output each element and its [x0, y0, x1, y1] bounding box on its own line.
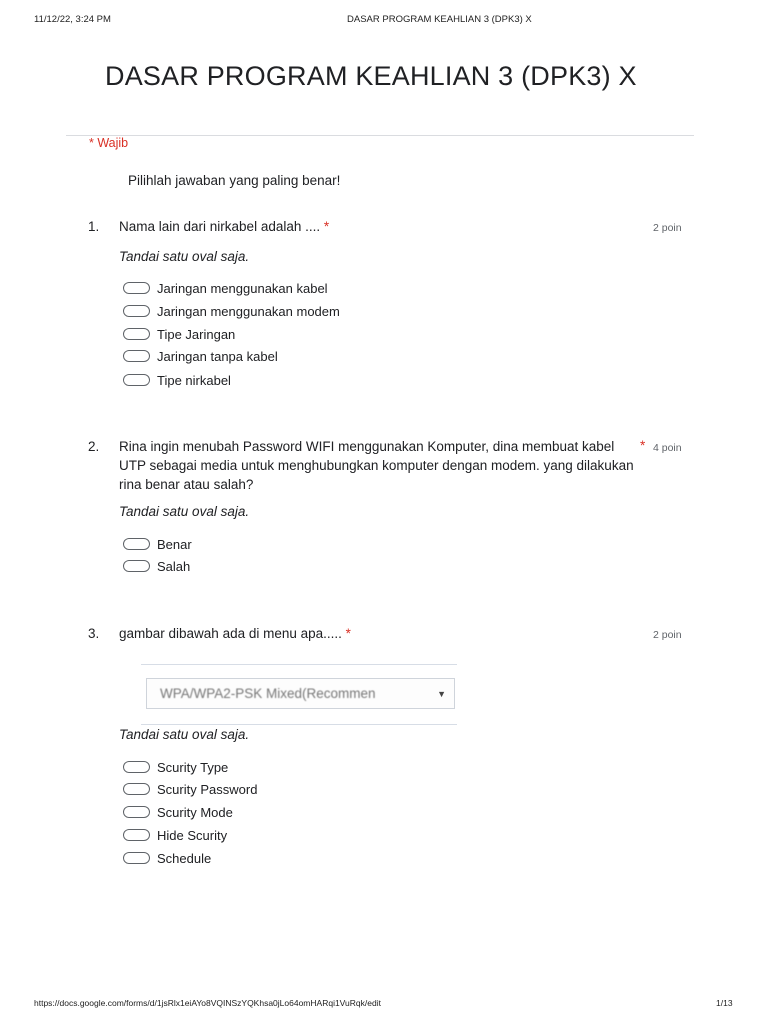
radio-oval[interactable] [123, 806, 150, 818]
radio-oval[interactable] [123, 328, 150, 340]
option-label: Salah [157, 558, 191, 574]
radio-oval[interactable] [123, 829, 150, 841]
radio-option[interactable] [123, 373, 231, 387]
radio-oval[interactable] [123, 852, 150, 864]
header-divider [66, 135, 694, 136]
radio-oval[interactable] [123, 305, 150, 317]
question-text [119, 624, 351, 643]
radio-option[interactable] [123, 349, 278, 363]
option-label: Scurity Type [157, 759, 229, 775]
radio-oval[interactable] [123, 761, 150, 773]
option-label: Scurity Mode [157, 804, 233, 820]
radio-oval[interactable] [123, 282, 150, 294]
question-text: Rina ingin menubah Password WIFI menggunakan Komputer, dina membuat kabel UTP sebagai media untuk menghubungkan komputer dengan modem. yang dilakukan rina benar atau salah? [119, 439, 634, 492]
radio-option[interactable] [123, 828, 227, 842]
required-star: * [640, 438, 646, 453]
question-image [141, 664, 457, 725]
print-datetime: 11/12/22, 3:24 PM [34, 14, 111, 25]
form-title: DASAR PROGRAM KEAHLIAN 3 (DPK3) X [105, 61, 637, 91]
question-instruction: Tandai satu oval saja. [119, 249, 250, 264]
image-top-line [141, 664, 457, 665]
option-label: Hide Scurity [157, 827, 228, 843]
question-points: 2 poin [653, 222, 682, 234]
option-label: Scurity Password [157, 781, 258, 797]
print-url: https://docs.google.com/forms/d/1jsRlx1eiAYo8VQINSzYQKhsa0jLo64omHARqi1VuRqk/edit [34, 998, 381, 1008]
question-points: 4 poin [653, 442, 682, 454]
question-instruction: Tandai satu oval saja. [119, 727, 250, 742]
radio-option[interactable] [123, 559, 190, 573]
option-label: Tipe nirkabel [157, 372, 231, 388]
option-label: Tipe Jaringan [157, 326, 236, 342]
radio-option[interactable] [123, 304, 340, 318]
question-number: 2. [88, 439, 100, 454]
option-label: Benar [157, 536, 192, 552]
radio-oval[interactable] [123, 560, 150, 572]
select-value: WPA/WPA2-PSK Mixed(Recommen [160, 686, 376, 701]
radio-option[interactable] [123, 281, 328, 295]
radio-oval[interactable] [123, 783, 150, 795]
radio-oval[interactable] [123, 350, 150, 362]
question-text-content: gambar dibawah ada di menu apa..... [119, 626, 342, 641]
required-note: * Wajib [89, 136, 129, 150]
question-text-content: Nama lain dari nirkabel adalah .... [119, 219, 321, 234]
radio-option[interactable] [123, 327, 235, 341]
radio-option[interactable] [123, 851, 211, 865]
question-number: 3. [88, 626, 100, 641]
print-page-number: 1/13 [716, 998, 733, 1008]
security-select-screenshot [146, 678, 455, 709]
question-points: 2 poin [653, 629, 682, 641]
option-label: Jaringan menggunakan modem [157, 303, 340, 319]
radio-option[interactable] [123, 537, 192, 551]
option-label: Schedule [157, 850, 212, 866]
required-star: * [345, 626, 351, 641]
option-label: Jaringan tanpa kabel [157, 348, 278, 364]
radio-oval[interactable] [123, 538, 150, 550]
radio-option[interactable] [123, 760, 228, 774]
required-star: * [323, 219, 330, 234]
radio-option[interactable] [123, 805, 233, 819]
print-doc-title: DASAR PROGRAM KEAHLIAN 3 (DPK3) X [347, 14, 532, 25]
question-text [119, 217, 329, 236]
question-number: 1. [88, 219, 100, 234]
chevron-down-icon: ▼ [437, 688, 446, 699]
question-instruction: Tandai satu oval saja. [119, 504, 250, 519]
radio-oval[interactable] [123, 374, 150, 386]
radio-option[interactable] [123, 782, 257, 796]
form-description: Pilihlah jawaban yang paling benar! [128, 173, 341, 188]
option-label: Jaringan menggunakan kabel [157, 280, 328, 296]
image-bottom-line [141, 724, 457, 725]
